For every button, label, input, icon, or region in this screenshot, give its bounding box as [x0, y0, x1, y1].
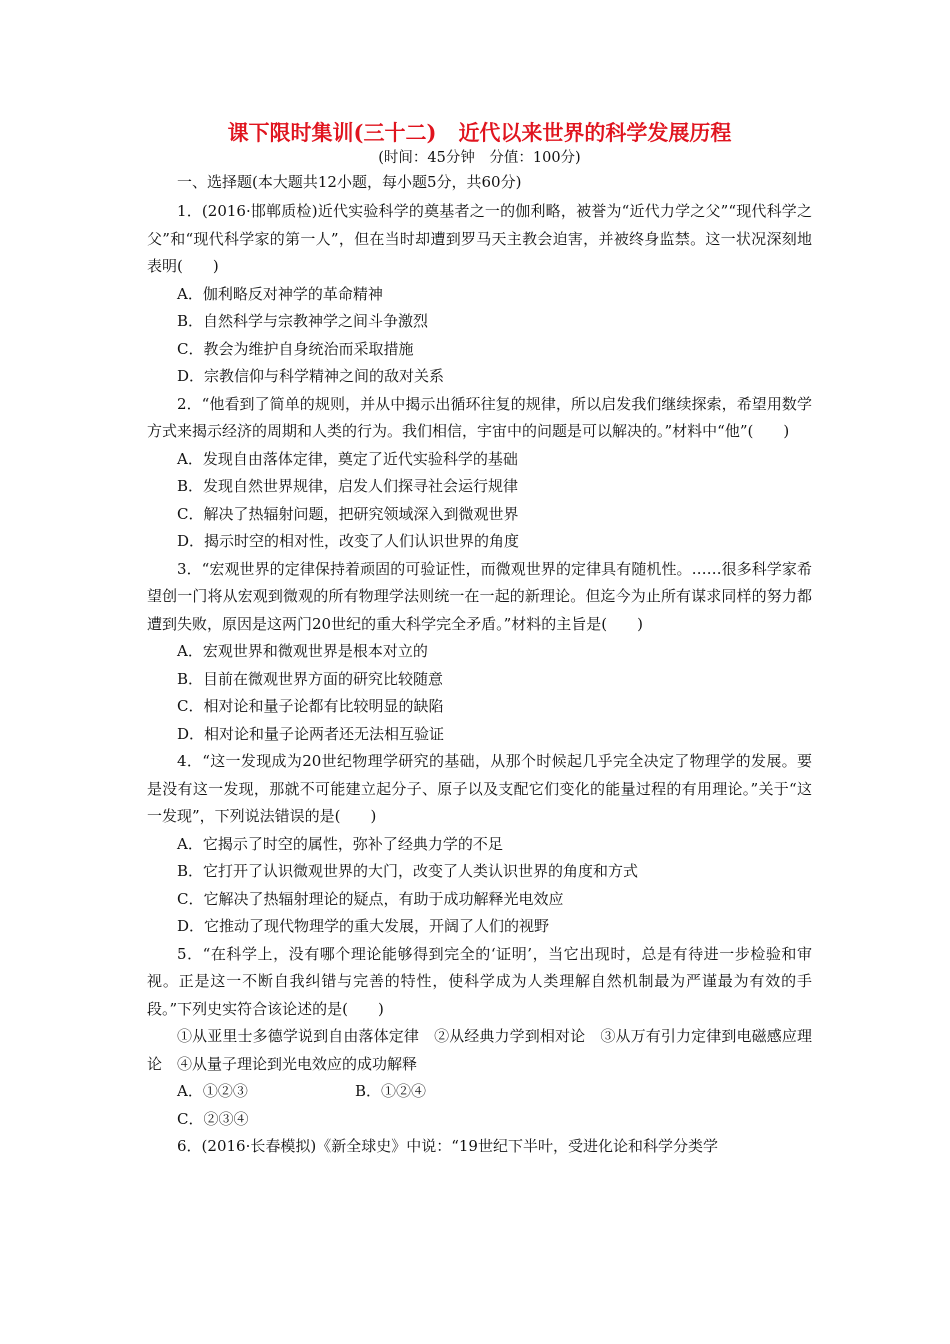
option-b: B．发现自然世界规律，启发人们探寻社会运行规律: [177, 477, 519, 495]
question-stem: 6．(2016·长春模拟)《新全球史》中说：“19世纪下半叶，受进化论和科学分类学: [177, 1137, 718, 1155]
option-c: C．相对论和量子论都有比较明显的缺陷: [177, 697, 444, 715]
option-a: A．它揭示了时空的属性，弥补了经典力学的不足: [177, 834, 503, 853]
option-d: D．宗教信仰与科学精神之间的敌对关系: [177, 367, 445, 385]
option-b: B．自然科学与宗教神学之间斗争激烈: [177, 312, 429, 330]
option-b: B．目前在微观世界方面的研究比较随意: [177, 669, 444, 688]
question-stem: 2．“他看到了简单的规则，并从中揭示出循环往复的规律，所以启发我们继续探索，希望用数学方式来揭示经济的周期和人类的行为。我们相信，宇宙中的问题是可以解决的。”材料中“他”( ): [147, 394, 812, 440]
option-a: A．发现自由落体定律，奠定了近代实验科学的基础: [177, 449, 518, 468]
option-d: D．它推动了现代物理学的重大发展，开阔了人们的视野: [177, 917, 550, 935]
question-stem: 5．“在科学上，没有哪个理论能够得到完全的‘证明’，当它出现时，总是有待进一步检验和审视。正是这一不断自我纠错与完善的特性，使科学成为人类理解自然机制最为严谨最为有效的手段。”下列史实符合该论述的是( ): [147, 944, 812, 1018]
question-1: [147, 198, 812, 391]
option-c: C．它解决了热辐射理论的疑点，有助于成功解释光电效应: [177, 889, 564, 908]
section-heading: 一、选择题(本大题共12小题，每小题5分，共60分): [177, 173, 522, 191]
option-c: C．教会为维护自身统治而采取措施: [177, 339, 414, 358]
option-a: A．伽利略反对神学的革命精神: [177, 284, 383, 303]
numbered-items: ①从亚里士多德学说到自由落体定律 ②从经典力学到相对论 ③从万有引力定律到电磁感应理论 ④从量子理论到光电效应的成功解释: [147, 1027, 812, 1073]
page-title: [147, 118, 812, 148]
time-score-subtitle: (时间：45分钟 分值：100分): [378, 150, 581, 166]
question-stem: 3．“宏观世界的定律保持着顽固的可验证性，而微观世界的定律具有随机性。……很多科学家希望创一门将从宏观到微观的所有物理学法则统一在一起的新理论。但迄今为止所有谋求同样的努力都遭到失败，原因是这两门20世纪的重大科学完全矛盾。”材料的主旨是( ): [147, 559, 812, 633]
option-a: A．①②③: [177, 1082, 248, 1100]
title-part1: 课下限时集训(三十二): [227, 120, 437, 145]
question-4: [147, 748, 812, 941]
option-c: C．解决了热辐射问题，把研究领域深入到微观世界: [177, 504, 519, 523]
option-a: A．宏观世界和微观世界是根本对立的: [177, 642, 428, 660]
question-5: [147, 941, 812, 1134]
question-stem: 1．(2016·邯郸质检)近代实验科学的奠基者之一的伽利略，被誉为“近代力学之父”“现代科学之父”和“现代科学家的第一人”，但在当时却遭到罗马天主教会迫害，并被终身监禁。这一状况深刻地表明( ): [147, 202, 812, 275]
question-stem: 4．“这一发现成为20世纪物理学研究的基础，从那个时候起几乎完全决定了物理学的发展。要是没有这一发现，那就不可能建立起分子、原子以及支配它们变化的能量过程的有用理论。”关于“这一发现”，下列说法错误的是( ): [147, 752, 812, 825]
option-d: D．相对论和量子论两者还无法相互验证: [177, 724, 445, 743]
option-b: B．①②④: [355, 1082, 427, 1100]
document-page: [147, 118, 812, 1161]
question-2: [147, 391, 812, 556]
title-part2: 近代以来世界的科学发展历程: [458, 120, 732, 145]
question-3: [147, 556, 812, 749]
option-c: C．②③④: [177, 1109, 249, 1128]
option-row: [147, 1078, 812, 1106]
option-d: D．揭示时空的相对性，改变了人们认识世界的角度: [177, 532, 520, 550]
option-b: B．它打开了认识微观世界的大门，改变了人类认识世界的角度和方式: [177, 862, 639, 880]
question-6: [147, 1133, 812, 1161]
